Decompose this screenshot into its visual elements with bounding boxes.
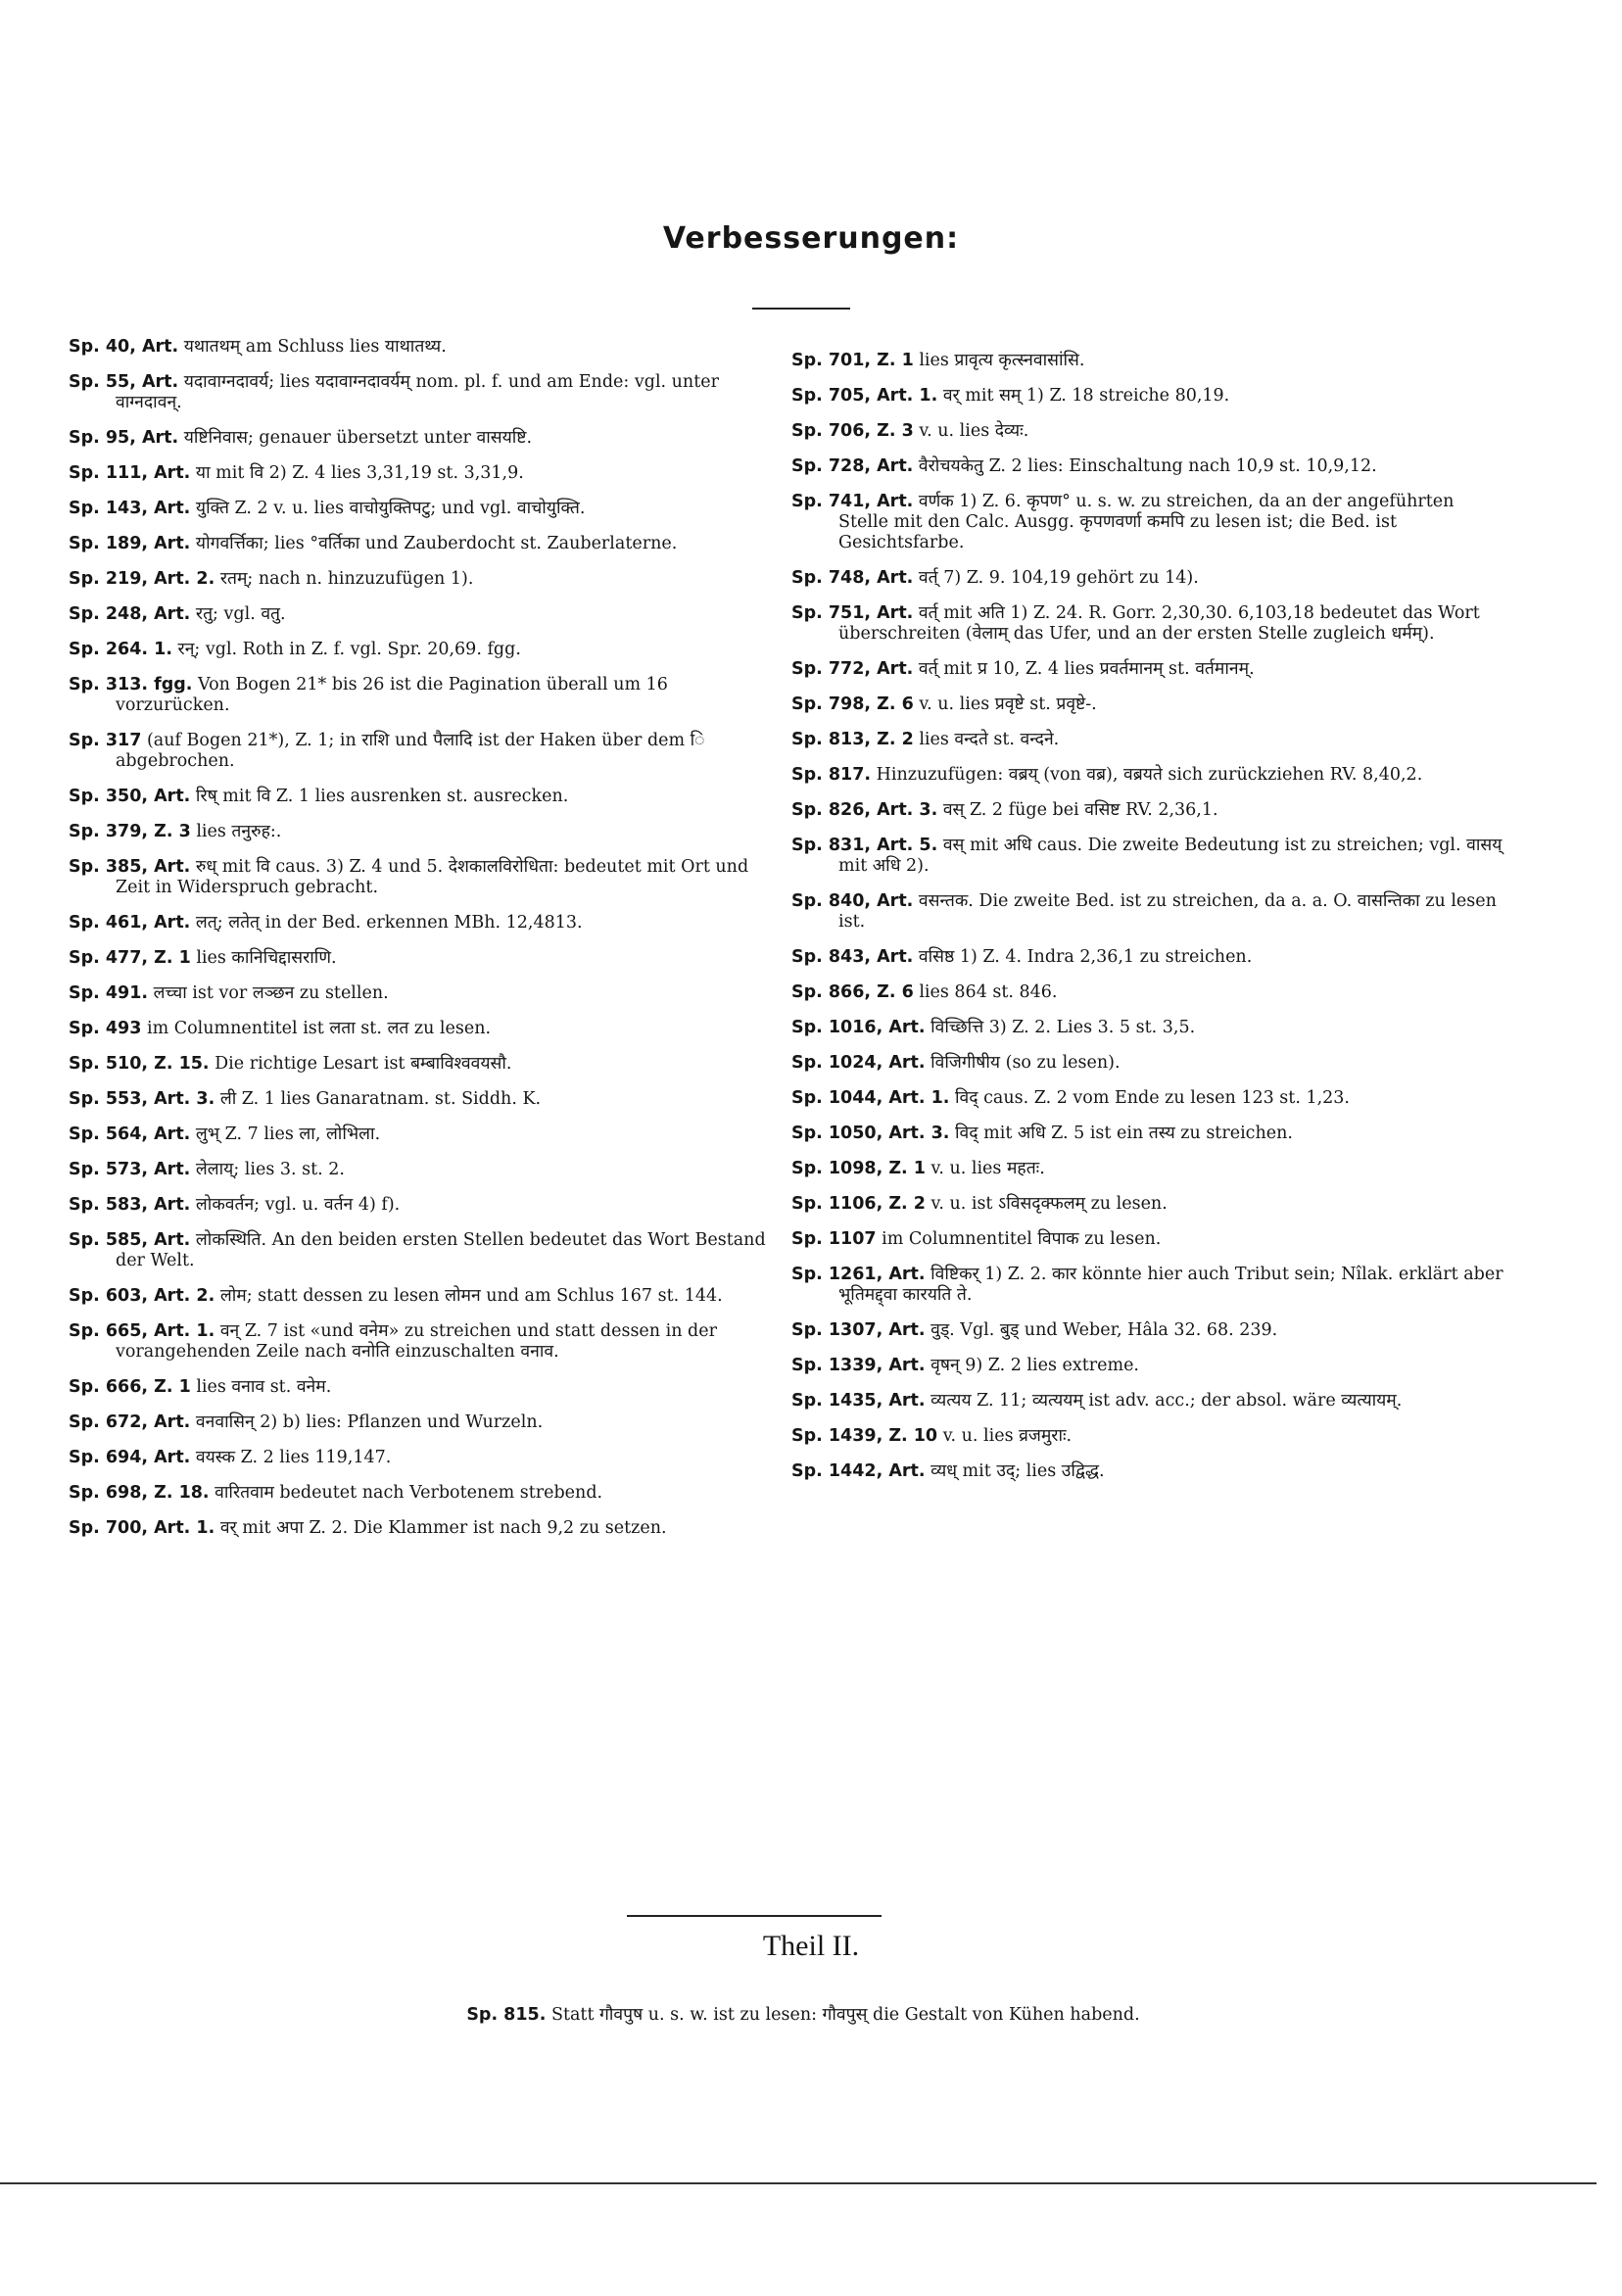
entry-ref: Sp. 95, Art. xyxy=(69,428,179,448)
entry-text: लच्चा ist vor लञ्छन zu stellen. xyxy=(153,983,389,1003)
entry-ref: Sp. 815. xyxy=(466,2005,547,2025)
entry-text: वारितवाम bedeutet nach Verbotenem strebend. xyxy=(215,1483,603,1503)
correction-entry xyxy=(791,1159,1506,1179)
entry-text: ली Z. 1 lies Ganaratnam. st. Siddh. K. xyxy=(219,1089,542,1109)
entry-text: im Columnentitel ist लता st. लत zu lesen. xyxy=(146,1019,492,1038)
entry-ref: Sp. 493 xyxy=(69,1019,142,1038)
entry-ref: Sp. 1107 xyxy=(791,1229,877,1249)
entry-ref: Sp. 143, Art. xyxy=(69,499,191,518)
entry-ref: Sp. 705, Art. 1. xyxy=(791,386,938,406)
entry-text: योगवर्त्तिका; lies °वर्तिका und Zauberdocht st. Zauberlaterne. xyxy=(195,534,678,553)
entry-ref: Sp. 350, Art. xyxy=(69,787,191,806)
entry-text: विष्टिकर् 1) Z. 2. कार könnte hier auch Tribut sein; Nîlak. erklärt aber भूतिमद्द्वा कारयति ते. xyxy=(838,1265,1503,1305)
entry-ref: Sp. 111, Art. xyxy=(69,463,191,483)
entry-ref: Sp. 477, Z. 1 xyxy=(69,948,191,968)
entry-text: लोम; statt dessen zu lesen लोमन und am Schlus 167 st. 144. xyxy=(219,1286,723,1306)
entry-text: v. u. ist ऽविसदृक्फलम् zu lesen. xyxy=(930,1194,1168,1214)
entry-ref: Sp. 461, Art. xyxy=(69,913,191,933)
correction-entry xyxy=(791,730,1506,750)
entry-ref: Sp. 1307, Art. xyxy=(791,1320,926,1340)
correction-entry xyxy=(791,1229,1506,1250)
entry-ref: Sp. 751, Art. xyxy=(791,603,914,623)
entry-ref: Sp. 817. xyxy=(791,765,872,785)
correction-entry xyxy=(69,983,774,1004)
entry-text: v. u. lies महतः. xyxy=(930,1159,1045,1178)
correction-entry xyxy=(791,456,1506,477)
entry-text: v. u. lies व्रजमुराः. xyxy=(942,1426,1073,1446)
correction-entry xyxy=(791,386,1506,407)
correction-entry xyxy=(69,1518,774,1539)
entry-text: लुभ् Z. 7 lies ला, लोभिला. xyxy=(195,1124,381,1144)
entry-ref: Sp. 379, Z. 3 xyxy=(69,822,191,841)
correction-entry xyxy=(791,421,1506,442)
correction-entry xyxy=(69,1019,774,1039)
correction-entry xyxy=(69,1483,774,1504)
correction-entry xyxy=(69,428,774,449)
entry-ref: Sp. 583, Art. xyxy=(69,1195,191,1215)
entry-ref: Sp. 866, Z. 6 xyxy=(791,982,914,1002)
correction-entry xyxy=(791,1018,1506,1038)
correction-entry xyxy=(791,1265,1506,1306)
entry-ref: Sp. 1442, Art. xyxy=(791,1461,926,1481)
correction-entry xyxy=(69,1377,774,1398)
correction-entry xyxy=(791,568,1506,589)
page-title: Verbesserungen: xyxy=(662,221,960,256)
left-column xyxy=(69,337,774,1554)
entry-ref: Sp. 1024, Art. xyxy=(791,1053,926,1073)
correction-entry xyxy=(791,1194,1506,1215)
entry-text: वयस्क Z. 2 lies 119,147. xyxy=(195,1448,392,1467)
correction-entry xyxy=(69,1448,774,1468)
entry-ref: Sp. 672, Art. xyxy=(69,1412,191,1432)
entry-text: यष्टिनिवास; genauer übersetzt unter वासयष्टि. xyxy=(183,428,533,448)
entry-text: रतम्; nach n. hinzuzufügen 1). xyxy=(219,569,474,589)
correction-entry xyxy=(791,891,1506,933)
entry-text: लोकवर्तन; vgl. u. वर्तन 4) f). xyxy=(195,1195,401,1215)
entry-ref: Sp. 585, Art. xyxy=(69,1230,191,1250)
entry-text: वन् Z. 7 ist «und वनेम» zu streichen und statt dessen in der vorangehenden Zeile nach वनोति einzuschalten वनाव. xyxy=(116,1321,717,1362)
entry-text: रुध् mit वि caus. 3) Z. 4 und 5. देशकालविरोधिता: bedeutet mit Ort und Zeit in Widerspruch gebracht. xyxy=(116,857,749,897)
correction-entry xyxy=(791,765,1506,786)
section-divider xyxy=(627,1915,882,1917)
correction-entry xyxy=(69,1089,774,1110)
entry-text: यदावाग्नदावर्य; lies यदावाग्नदावर्यम् nom. pl. f. und am Ende: vgl. unter वाग्नदावन्. xyxy=(116,372,719,412)
entry-text: रन्; vgl. Roth in Z. f. vgl. Spr. 20,69. fgg. xyxy=(177,640,521,659)
entry-ref: Sp. 317 xyxy=(69,731,142,750)
correction-entry xyxy=(69,569,774,590)
entry-ref: Sp. 603, Art. 2. xyxy=(69,1286,215,1306)
correction-entry xyxy=(791,947,1506,968)
correction-entry xyxy=(791,1320,1506,1341)
entry-ref: Sp. 798, Z. 6 xyxy=(791,694,914,714)
entry-ref: Sp. 189, Art. xyxy=(69,534,191,553)
entry-text: विद् caus. Z. 2 vom Ende zu lesen 123 st. 1,23. xyxy=(955,1088,1350,1108)
entry-ref: Sp. 772, Art. xyxy=(791,659,914,679)
correction-entry xyxy=(69,1054,774,1075)
entry-text: लेलाय्; lies 3. st. 2. xyxy=(195,1160,345,1179)
entry-text: वृषन् 9) Z. 2 lies extreme. xyxy=(930,1356,1139,1375)
entry-ref: Sp. 1106, Z. 2 xyxy=(791,1194,926,1214)
correction-entry xyxy=(69,1230,774,1271)
entry-text: वर्त् 7) Z. 9. 104,19 gehört zu 14). xyxy=(918,568,1199,588)
entry-ref: Sp. 264. 1. xyxy=(69,640,172,659)
entry-text: विच्छित्ति 3) Z. 2. Lies 3. 5 st. 3,5. xyxy=(930,1018,1196,1037)
right-column xyxy=(791,351,1506,1497)
correction-entry xyxy=(791,659,1506,680)
entry-text: व्यत्यय Z. 11; व्यत्ययम् ist adv. acc.; der absol. wäre व्यत्यायम्. xyxy=(930,1391,1403,1411)
correction-entry xyxy=(791,836,1506,877)
entry-text: वसिष्ठ 1) Z. 4. Indra 2,36,1 zu streichen. xyxy=(918,947,1253,967)
entry-ref: Sp. 1435, Art. xyxy=(791,1391,926,1411)
entry-text: वनवासिन् 2) b) lies: Pflanzen und Wurzeln. xyxy=(195,1412,544,1432)
entry-text: वस् mit अधि caus. Die zweite Bedeutung ist zu streichen; vgl. वासय् mit अधि 2). xyxy=(838,836,1503,876)
entry-ref: Sp. 491. xyxy=(69,983,149,1003)
correction-entry xyxy=(69,1124,774,1145)
entry-ref: Sp. 1439, Z. 10 xyxy=(791,1426,938,1446)
entry-ref: Sp. 1044, Art. 1. xyxy=(791,1088,950,1108)
entry-ref: Sp. 40, Art. xyxy=(69,337,179,357)
entry-ref: Sp. 706, Z. 3 xyxy=(791,421,914,441)
entry-text: या mit वि 2) Z. 4 lies 3,31,19 st. 3,31,9. xyxy=(195,463,524,483)
entry-text: Von Bogen 21* bis 26 ist die Pagination überall um 16 vorzurücken. xyxy=(116,675,668,715)
correction-entry xyxy=(69,337,774,358)
entry-ref: Sp. 813, Z. 2 xyxy=(791,730,914,749)
entry-text: रिष् mit वि Z. 1 lies ausrenken st. ausrecken. xyxy=(195,787,569,806)
correction-entry xyxy=(791,1053,1506,1074)
entry-text: विजिगीषीय (so zu lesen). xyxy=(930,1053,1121,1073)
entry-ref: Sp. 219, Art. 2. xyxy=(69,569,215,589)
correction-entry xyxy=(69,787,774,807)
correction-entry xyxy=(69,640,774,660)
correction-entry xyxy=(791,800,1506,821)
entry-ref: Sp. 1016, Art. xyxy=(791,1018,926,1037)
entry-ref: Sp. 700, Art. 1. xyxy=(69,1518,215,1538)
bottom-rule xyxy=(0,2182,1597,2184)
entry-ref: Sp. 698, Z. 18. xyxy=(69,1483,210,1503)
entry-text: lies प्रावृत्य कृत्स्नवासांसि. xyxy=(919,351,1085,370)
entry-ref: Sp. 248, Art. xyxy=(69,604,191,624)
entry-ref: Sp. 728, Art. xyxy=(791,456,914,476)
correction-entry xyxy=(791,1124,1506,1144)
correction-entry xyxy=(69,857,774,898)
entry-ref: Sp. 694, Art. xyxy=(69,1448,191,1467)
entry-ref: Sp. 831, Art. 5. xyxy=(791,836,938,855)
entry-text: वुड्. Vgl. बुड् und Weber, Hâla 32. 68. 239. xyxy=(930,1320,1278,1340)
entry-ref: Sp. 1098, Z. 1 xyxy=(791,1159,926,1178)
correction-entry xyxy=(69,675,774,716)
entry-text: वर्त् mit प्र 10, Z. 4 lies प्रवर्तमानम् st. वर्तमानम्. xyxy=(918,659,1255,679)
entry-ref: Sp. 843, Art. xyxy=(791,947,914,967)
entry-ref: Sp. 701, Z. 1 xyxy=(791,351,914,370)
entry-text: lies 864 st. 846. xyxy=(919,982,1058,1002)
entry-text: युक्ति Z. 2 v. u. lies वाचोयुक्तिपटु; und vgl. वाचोयुक्ति. xyxy=(195,499,586,518)
correction-entry xyxy=(69,372,774,413)
correction-entry xyxy=(69,1286,774,1307)
correction-entry xyxy=(791,1426,1506,1447)
entry-text: यथातथम् am Schluss lies याथातथ्य. xyxy=(183,337,447,357)
entry-text: lies वन्दते st. वन्दने. xyxy=(919,730,1060,749)
entry-text: Die richtige Lesart ist बम्बाविश्ववयसौ. xyxy=(215,1054,512,1074)
correction-entry xyxy=(69,604,774,625)
entry-text: im Columnentitel विपाक zu lesen. xyxy=(882,1229,1162,1249)
title-divider xyxy=(752,308,850,310)
correction-entry xyxy=(791,351,1506,371)
entry-text: लत्; लतेत् in der Bed. erkennen MBh. 12,4813. xyxy=(195,913,583,933)
entry-text: lies वनाव st. वनेम. xyxy=(196,1377,332,1397)
entry-ref: Sp. 385, Art. xyxy=(69,857,191,877)
correction-entry xyxy=(791,694,1506,715)
entry-text: वर् mit अपा Z. 2. Die Klammer ist nach 9,2 zu setzen. xyxy=(219,1518,667,1538)
entry-text: वर् mit सम् 1) Z. 18 streiche 80,19. xyxy=(942,386,1230,406)
correction-entry xyxy=(69,1195,774,1216)
part-two-entry xyxy=(118,2002,1489,2026)
entry-text: Hinzuzufügen: वब्रय् (von वब्र), वब्रयते sich zurückziehen RV. 8,40,2. xyxy=(876,765,1423,785)
correction-entry xyxy=(791,492,1506,553)
entry-text: lies कानिचिद्दासराणि. xyxy=(196,948,337,968)
entry-ref: Sp. 510, Z. 15. xyxy=(69,1054,210,1074)
correction-entry xyxy=(69,534,774,554)
correction-entry xyxy=(69,948,774,969)
correction-entry xyxy=(791,1356,1506,1376)
entry-text: रतु; vgl. वतु. xyxy=(195,604,286,624)
correction-entry xyxy=(791,1391,1506,1411)
entry-text: (auf Bogen 21*), Z. 1; in राशि und पैलादि ist der Haken über dem ि abgebrochen. xyxy=(116,731,705,771)
correction-entry xyxy=(69,913,774,933)
entry-text: वसन्तक. Die zweite Bed. ist zu streichen, da a. a. O. वासन्तिका zu lesen ist. xyxy=(838,891,1497,932)
entry-ref: Sp. 741, Art. xyxy=(791,492,914,511)
entry-ref: Sp. 313. fgg. xyxy=(69,675,193,694)
correction-entry xyxy=(69,731,774,772)
entry-text: वस् Z. 2 füge bei वसिष्ट RV. 2,36,1. xyxy=(942,800,1218,820)
correction-entry xyxy=(791,1088,1506,1109)
entry-ref: Sp. 1050, Art. 3. xyxy=(791,1124,950,1143)
entry-ref: Sp. 553, Art. 3. xyxy=(69,1089,215,1109)
entry-ref: Sp. 1261, Art. xyxy=(791,1265,926,1284)
entry-ref: Sp. 573, Art. xyxy=(69,1160,191,1179)
correction-entry xyxy=(791,603,1506,645)
entry-text: विद् mit अधि Z. 5 ist ein तस्य zu streichen. xyxy=(955,1124,1293,1143)
correction-entry xyxy=(69,1321,774,1363)
entry-text: लोकस्थिति. An den beiden ersten Stellen bedeutet das Wort Bestand der Welt. xyxy=(116,1230,766,1270)
entry-ref: Sp. 840, Art. xyxy=(791,891,914,911)
entry-text: Statt गौवपुष u. s. w. ist zu lesen: गौवपुस् die Gestalt von Kühen habend. xyxy=(550,2005,1140,2025)
entry-text: व्यध् mit उद्; lies उद्विद्ध. xyxy=(930,1461,1105,1481)
correction-entry xyxy=(791,1461,1506,1482)
entry-text: v. u. lies प्रवृष्टे st. प्रवृष्टे-. xyxy=(919,694,1097,714)
correction-entry xyxy=(69,499,774,519)
entry-text: v. u. lies देव्यः. xyxy=(919,421,1029,441)
correction-entry xyxy=(69,1160,774,1180)
entry-ref: Sp. 55, Art. xyxy=(69,372,179,392)
entry-ref: Sp. 666, Z. 1 xyxy=(69,1377,191,1397)
entry-text: lies तनुरुह:. xyxy=(196,822,282,841)
part-two-title: Theil II. xyxy=(762,1930,860,1962)
entry-ref: Sp. 665, Art. 1. xyxy=(69,1321,215,1341)
correction-entry xyxy=(791,982,1506,1003)
entry-text: वैरोचयकेतु Z. 2 lies: Einschaltung nach 10,9 st. 10,9,12. xyxy=(918,456,1377,476)
correction-entry xyxy=(69,463,774,484)
entry-ref: Sp. 1339, Art. xyxy=(791,1356,926,1375)
entry-text: वर्णक 1) Z. 6. कृपण° u. s. w. zu streichen, da an der angeführten Stelle mit den Calc. Ausgg. कृपणवर्णा कमपि zu lesen ist; die Bed. ist Gesichtsfarbe. xyxy=(838,492,1455,552)
entry-ref: Sp. 748, Art. xyxy=(791,568,914,588)
entry-ref: Sp. 564, Art. xyxy=(69,1124,191,1144)
correction-entry xyxy=(69,822,774,842)
entry-text: वर्त् mit अति 1) Z. 24. R. Gorr. 2,30,30. 6,103,18 bedeutet das Wort überschreiten (वेलाम् das Ufer, und an der ersten Stelle zugleich धर्मम्). xyxy=(838,603,1480,644)
correction-entry xyxy=(69,1412,774,1433)
entry-ref: Sp. 826, Art. 3. xyxy=(791,800,938,820)
